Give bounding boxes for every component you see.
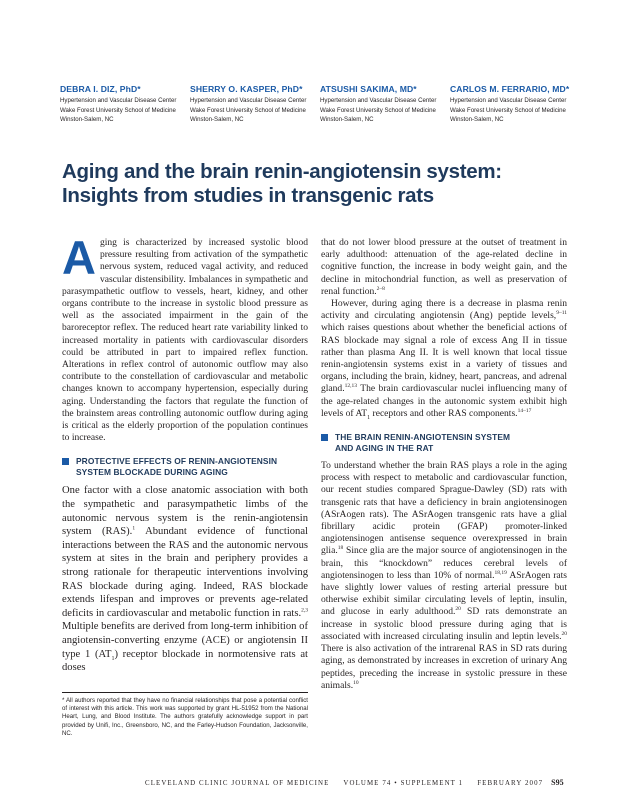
author-city: Winston-Salem, NC bbox=[320, 116, 374, 124]
author-department: Hypertension and Vascular Disease Center bbox=[450, 97, 567, 104]
text-run: To understand whether the brain RAS plays a role in the aging process with respect to metabolic and cardiovascular function, our recent studies compared Sprague-Dawley (SD) rats with transgenic rats that have a deficiency in brain angiotensinogen (ASrAogen rats). The ASrAogen transgenic rats have a glial fibrillary acidic protein (GFAP) promoter-linked angiotensinogen antisense sequence overexpressed in brain glia. bbox=[321, 460, 567, 557]
title-line: Insights from studies in transgenic rats bbox=[62, 184, 434, 207]
text-run: SD rats demonstrate an increase in systolic blood pressure during aging that is associated with increased circulating insulin and leptin levels. bbox=[321, 606, 567, 642]
text-run: Since glia are the major source of angiotensinogen in the brain, this “knockdown” reduces cerebral levels of angiotensinogen to less than 10% of normal. bbox=[321, 545, 567, 581]
author-name: SHERRY O. KASPER, PhD* bbox=[190, 84, 303, 94]
author-name: DEBRA I. DIZ, PhD* bbox=[60, 84, 141, 94]
article-title bbox=[62, 160, 562, 208]
text-run: Abundant evidence of functional interactions between the RAS and the autonomic nervous system at sites in the brain and periphery provides a strong rationale for therapeutic interventions involving RAS blockade during aging. Indeed, RAS blockade extends lifespan and improves or prevents age-related deficits in cardiovascular and metabolic function in rats. bbox=[62, 526, 308, 619]
text-run: One factor with a close anatomic association with both the sympathetic and parasympathetic limbs of the autonomic nervous system is the renin-angiotensin system (RAS). bbox=[62, 485, 308, 538]
intro-paragraph bbox=[62, 231, 308, 444]
text-run: which raises questions about whether the beneficial actions of RAS blockade may signal a role of excess Ang II in tissue rather than plasma Ang II. It is well known that local tissue renin-angiotensin systems exist in a variety of tissues and organs, including the brain, kidney, heart, pancreas, and adrenal gland. bbox=[321, 322, 567, 395]
section-heading-line: THE BRAIN RENIN-ANGIOTENSIN SYSTEM bbox=[335, 432, 511, 443]
text-run: ASrAogen rats have slightly lower values of resting arterial pressure but otherwise exhibit similar circulating levels of leptin, insulin, and glucose in early adulthood. bbox=[321, 569, 567, 618]
section-heading-line: SYSTEM BLOCKADE DURING AGING bbox=[76, 467, 228, 478]
title-line: Aging and the brain renin-angiotensin system: bbox=[62, 160, 502, 183]
author-block bbox=[450, 84, 580, 125]
subscript: 1 bbox=[367, 414, 371, 421]
journal-name: CLEVELAND CLINIC JOURNAL OF MEDICINE bbox=[145, 780, 330, 787]
citation: 14–17 bbox=[517, 407, 532, 414]
author-department: Hypertension and Vascular Disease Center bbox=[60, 97, 177, 104]
body-paragraph bbox=[321, 237, 567, 298]
section-heading bbox=[62, 456, 308, 478]
drop-cap: A bbox=[62, 231, 96, 284]
left-column bbox=[62, 231, 309, 675]
issue-date: FEBRUARY 2007 bbox=[477, 780, 544, 787]
citation: 20 bbox=[561, 630, 567, 637]
volume-info: VOLUME 74 • SUPPLEMENT 1 bbox=[343, 780, 464, 787]
text-run: Multiple benefits are derived from long-term inhibition of angiotensin-converting enzyme (ACE) or angiotensin II type 1 (AT bbox=[62, 621, 308, 660]
subscript: 1 bbox=[111, 655, 115, 662]
text-run: However, during aging there is a decrease in plasma renin activity and circulating angiotensin (Ang) peptide levels, bbox=[321, 298, 567, 322]
citation: 18,19 bbox=[494, 569, 507, 576]
footnote-divider bbox=[62, 692, 308, 693]
citation: 18 bbox=[337, 545, 344, 552]
citation: 10 bbox=[353, 679, 359, 686]
author-department: Hypertension and Vascular Disease Center bbox=[320, 97, 437, 104]
section-heading bbox=[321, 432, 567, 454]
author-department: Hypertension and Vascular Disease Center bbox=[190, 97, 307, 104]
citation: 1 bbox=[132, 525, 136, 532]
citation: 9–11 bbox=[556, 310, 567, 317]
right-column bbox=[321, 237, 567, 692]
page-number: S95 bbox=[551, 778, 564, 787]
body-paragraph bbox=[321, 298, 567, 420]
citation: 20 bbox=[455, 606, 461, 613]
author-school: Wake Forest University School of Medicine bbox=[190, 106, 306, 114]
citation: 2,3 bbox=[301, 607, 308, 614]
section-heading-line: PROTECTIVE EFFECTS OF RENIN-ANGIOTENSIN bbox=[76, 456, 278, 467]
body-paragraph bbox=[321, 460, 567, 692]
author-school: Wake Forest University School of Medicine bbox=[450, 106, 566, 114]
author-school: Wake Forest University School of Medicine bbox=[60, 106, 176, 114]
square-bullet-icon bbox=[62, 458, 69, 465]
author-city: Winston-Salem, NC bbox=[450, 116, 504, 124]
author-block bbox=[190, 84, 320, 125]
author-block bbox=[60, 84, 190, 125]
text-run: There is also activation of the intrarenal RAS in SD rats during aging, as demonstrated by increases in excretion of urinary Ang peptides, preceding the increase in systolic pressure in these animals. bbox=[321, 643, 567, 691]
body-paragraph bbox=[62, 484, 308, 674]
footnote: * All authors reported that they have no financial relationships that pose a potential conflict of interest with this article. This work was supported by grant HL-51952 from the National Heart, Lung, and Blood Institute. The authors gratefully acknowledge support in part provided by Unifi, Inc., Greensboro, NC, and the Farley-Hudson Foundation, Jacksonville, NC. bbox=[62, 697, 308, 737]
author-school: Wake Forest University School of Medicine bbox=[320, 106, 436, 114]
citation: 12,13 bbox=[344, 383, 357, 390]
text-run: ) receptor blockade in normotensive rats at doses bbox=[62, 648, 309, 674]
text-run: The brain cardiovascular nuclei influencing many of the age-related changes in the autonomic system exhibit high levels of AT bbox=[321, 383, 567, 419]
square-bullet-icon bbox=[321, 434, 328, 441]
page-footer bbox=[145, 778, 564, 787]
author-city: Winston-Salem, NC bbox=[60, 116, 114, 124]
text-run: receptors and other RAS components. bbox=[370, 407, 518, 419]
author-block bbox=[320, 84, 450, 125]
author-name: ATSUSHI SAKIMA, MD* bbox=[320, 84, 417, 94]
author-city: Winston-Salem, NC bbox=[190, 116, 244, 124]
section-heading-line: AND AGING IN THE RAT bbox=[335, 443, 434, 454]
author-list bbox=[60, 84, 580, 125]
intro-text: ging is characterized by increased systolic blood pressure resulting from activation of the sympathetic nervous system, reduced vagal activity, and reduced vascular distensibility. Imbalances in sympathetic and parasympathetic outflow to vessels, heart, kidney, and other organs contribute to the increase in systolic blood pressure as well as the associated impairment in the gain of the baroreceptor reflex. The reduced heart rate variability linked to increased mortality in patients with cardiovascular disorders could be attributed in part to impaired reflex function. Alterations in reflex control of autonomic outflow may also contribute to the constellation of cardiovascular and metabolic changes known to accompany hypertension, especially during aging. Understanding the factors that regulate the function of the brainstem areas controlling autonomic outflow during aging is critical as the elderly proportion of the population continues to increase. bbox=[62, 237, 308, 444]
text-run: that do not lower blood pressure at the outset of treatment in early adulthood: attenuation of the age-related decline in cognitive function, the increase in body weight gain, and the decline in mitochondrial function, as well as preservation of renal function. bbox=[321, 237, 567, 297]
author-name: CARLOS M. FERRARIO, MD* bbox=[450, 84, 570, 94]
citation: 2–8 bbox=[376, 285, 385, 292]
